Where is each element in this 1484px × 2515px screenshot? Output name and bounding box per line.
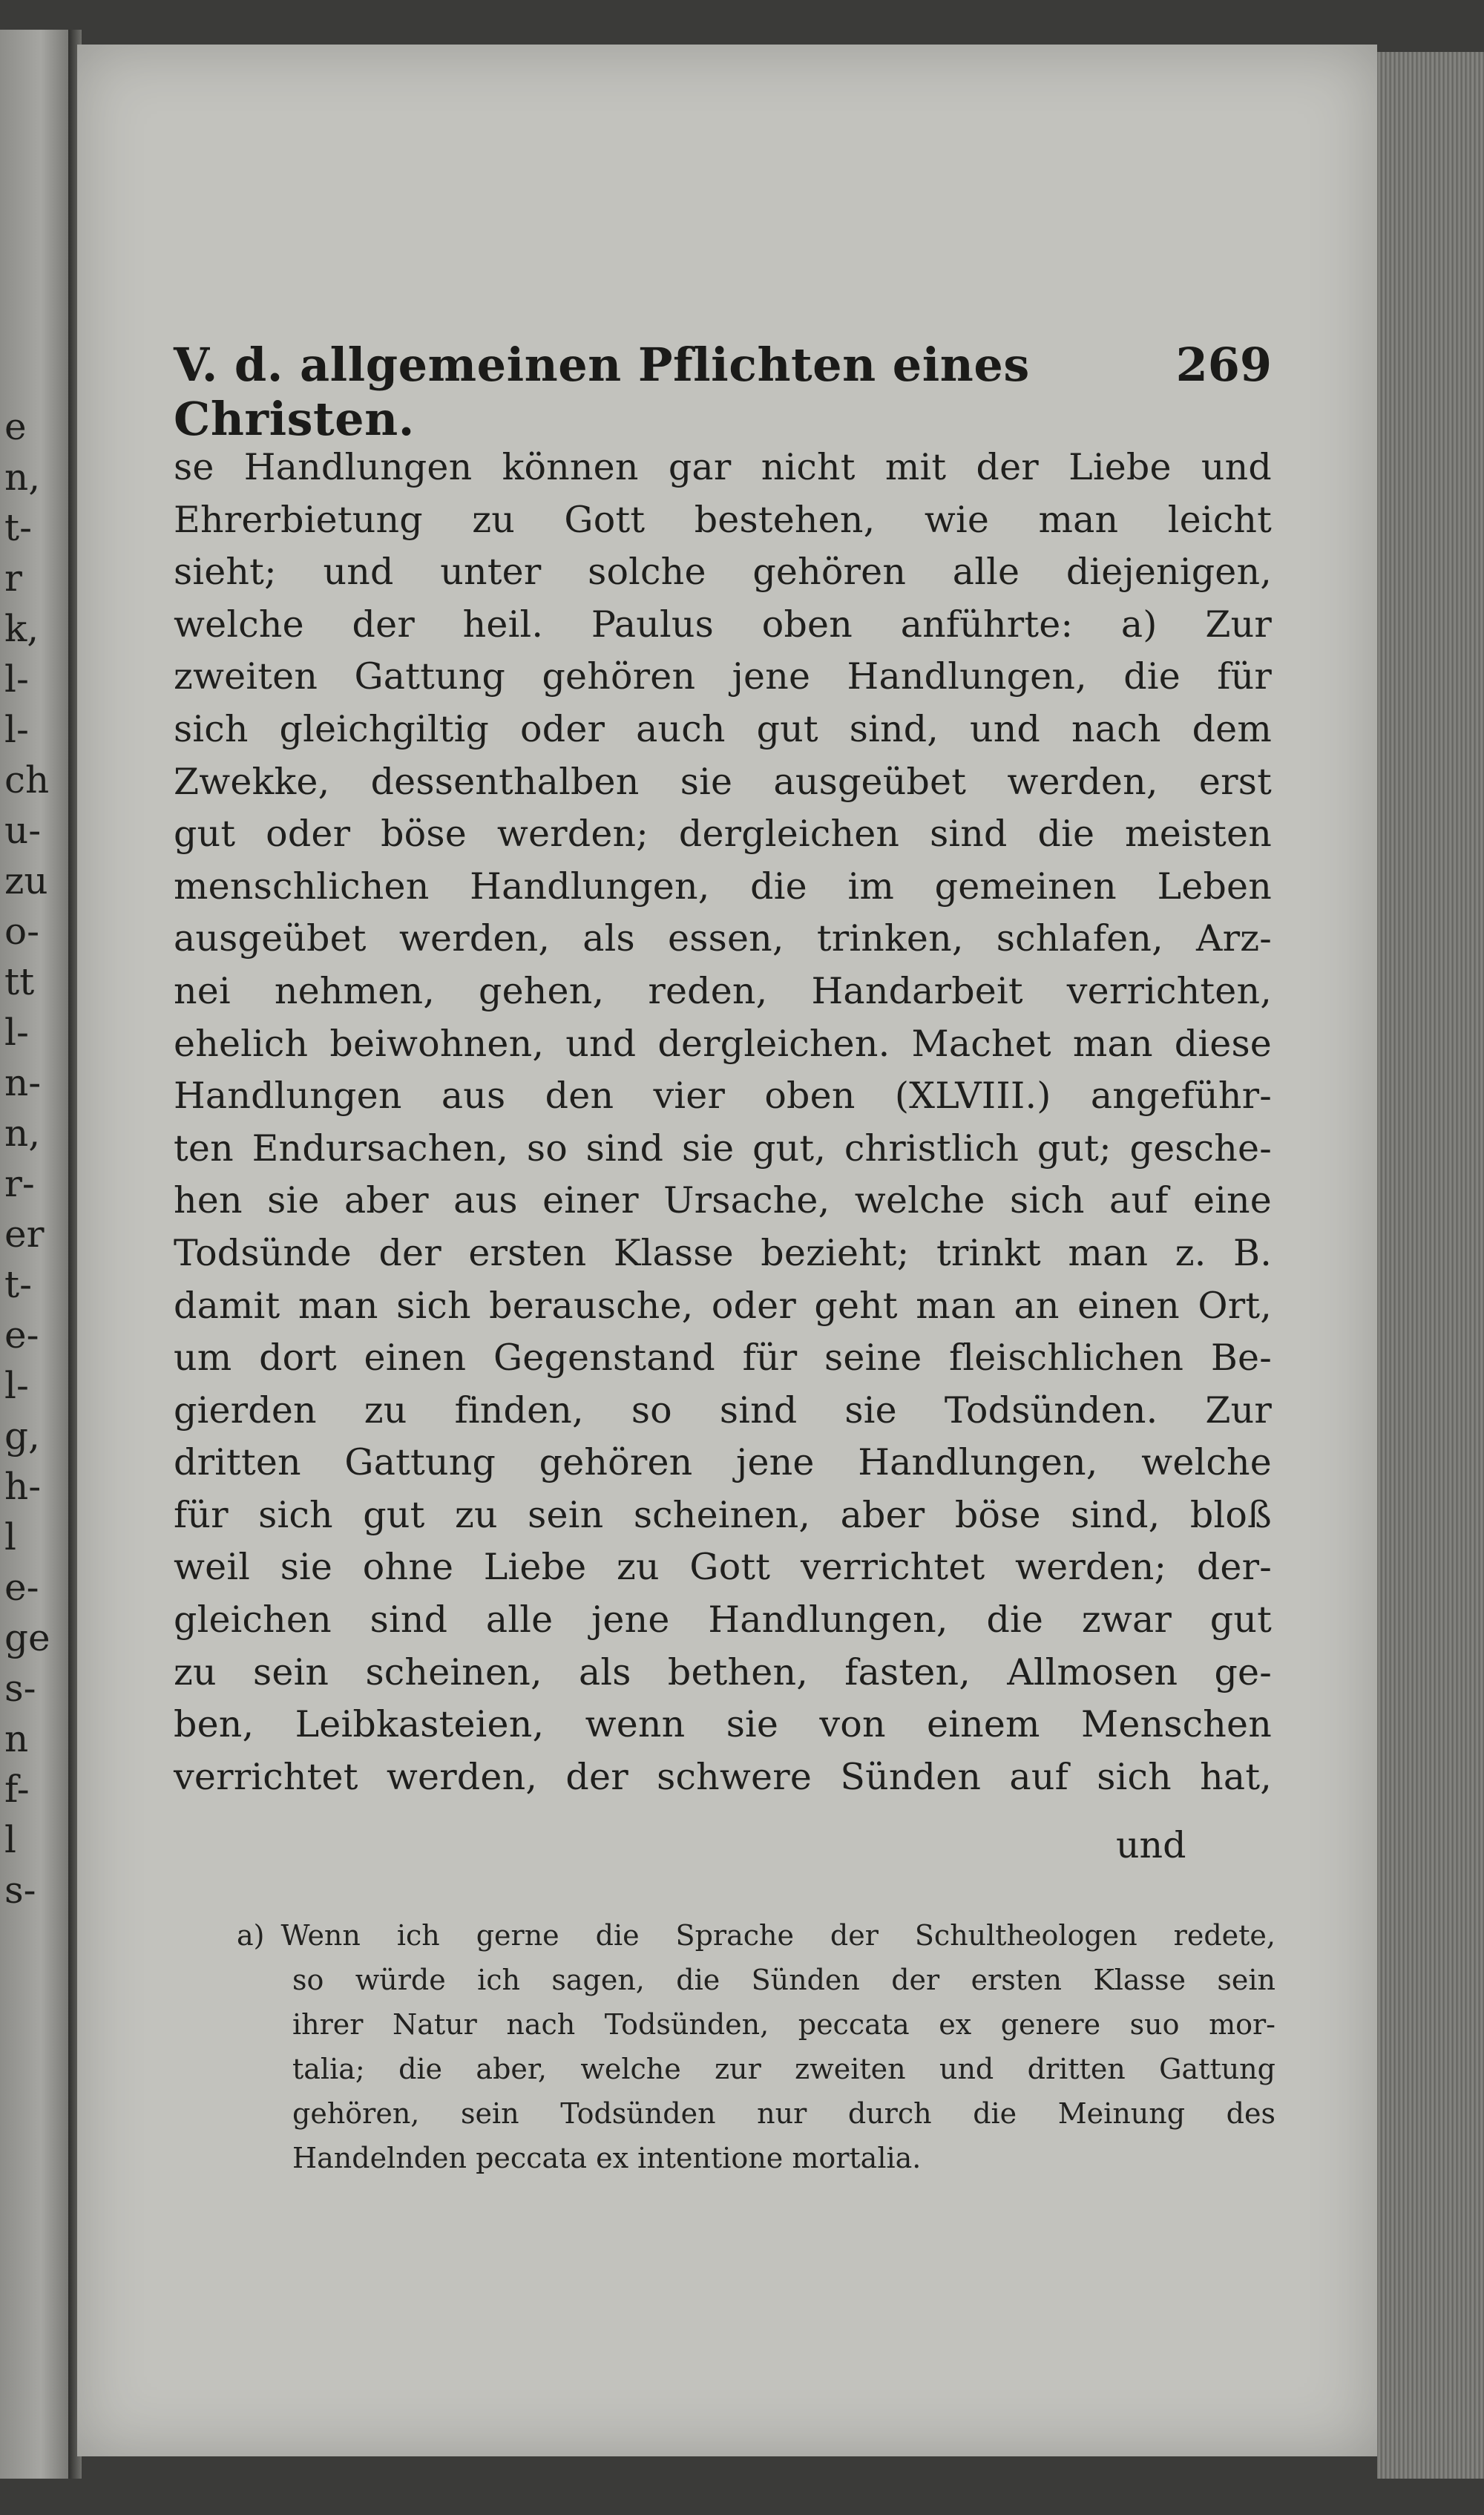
footnote-line: talia; die aber, welche zur zweiten und dritten Gattung (292, 2053, 1275, 2085)
facing-page-text-fragment: t- (4, 506, 32, 549)
facing-page-text-fragment: k, (4, 607, 39, 650)
text-line: zweiten Gattung gehören jene Handlungen, die für (174, 655, 1272, 698)
facing-page-text-fragment: zu (4, 859, 48, 902)
text-line: gierden zu finden, so sind sie Todsünden. Zur (174, 1388, 1272, 1432)
facing-page-text-fragment: e- (4, 1566, 39, 1609)
footnote-marker: a) (237, 1919, 265, 1952)
facing-page-text-fragment: tt (4, 960, 35, 1003)
text-line: zu sein scheinen, als bethen, fasten, Allmosen ge- (174, 1650, 1272, 1693)
footnote (237, 1913, 1275, 2180)
facing-page-text-fragment: ge (4, 1616, 50, 1659)
text-line: gut oder böse werden; dergleichen sind die meisten (174, 813, 1272, 856)
facing-page-text-fragment: r (4, 557, 22, 600)
text-line: ben, Leibkasteien, wenn sie von einem Menschen (174, 1703, 1272, 1746)
catchword: und (1116, 1824, 1186, 1866)
facing-page-text-fragment: h- (4, 1465, 42, 1508)
facing-page-text-fragment: o- (4, 910, 39, 953)
footnote-line (237, 1913, 1275, 1958)
text-line: ten Endursachen, so sind sie gut, christlich gut; gesche- (174, 1127, 1272, 1170)
text-line: nei nehmen, gehen, reden, Handarbeit verrichten, (174, 969, 1272, 1012)
body-text (174, 442, 1272, 1803)
text-line: dritten Gattung gehören jene Handlungen, welche (174, 1441, 1272, 1484)
text-line: sieht; und unter solche gehören alle diejenigen, (174, 551, 1272, 594)
facing-page-text-fragment: s- (4, 1667, 36, 1710)
facing-page-text-fragment: l- (4, 1364, 29, 1407)
text-line: hen sie aber aus einer Ursache, welche sich auf eine (174, 1179, 1272, 1222)
facing-page-fragment (0, 30, 68, 2479)
text-line: Todsünde der ersten Klasse bezieht; trinkt man z. B. (174, 1231, 1272, 1274)
text-line: menschlichen Handlungen, die im gemeinen Leben (174, 865, 1272, 908)
text-line: se Handlungen können gar nicht mit der Liebe und (174, 446, 1272, 488)
text-line: für sich gut zu sein scheinen, aber böse sind, bloß (174, 1493, 1272, 1536)
text-line: gleichen sind alle jene Handlungen, die zwar gut (174, 1598, 1272, 1642)
facing-page-text-fragment: u- (4, 809, 42, 852)
facing-page-text-fragment: g, (4, 1414, 40, 1457)
facing-page-text-fragment: ch (4, 758, 50, 801)
page-number: 269 (1175, 338, 1272, 392)
text-line: verrichtet werden, der schwere Sünden auf sich hat, (174, 1755, 1272, 1798)
footnote-line: Handelnden peccata ex intentione mortalia. (292, 2142, 922, 2174)
facing-page-text-fragment: s- (4, 1869, 36, 1912)
facing-page-text-fragment: n (4, 1717, 29, 1760)
book-page (77, 45, 1377, 2456)
footnote-line: gehören, sein Todsünden nur durch die Meinung des (292, 2097, 1275, 2130)
text-line: damit man sich berausche, oder geht man an einen Ort, (174, 1284, 1272, 1327)
facing-page-text-fragment: n, (4, 1112, 41, 1155)
facing-page-text-fragment: l- (4, 1011, 29, 1054)
text-line: um dort einen Gegenstand für seine fleischlichen Be- (174, 1337, 1272, 1380)
text-line: Ehrerbietung zu Gott bestehen, wie man leicht (174, 498, 1272, 541)
page-edges (1377, 52, 1484, 2479)
text-line: welche der heil. Paulus oben anführte: a) Zur (174, 603, 1272, 646)
facing-page-text-fragment: f- (4, 1768, 30, 1811)
footnote-line: ihrer Natur nach Todsünden, peccata ex genere suo mor- (292, 2008, 1275, 2041)
text-line: sich gleichgiltig oder auch gut sind, und nach dem (174, 707, 1272, 750)
facing-page-text-fragment: n- (4, 1061, 42, 1104)
footnote-line-text: Wenn ich gerne die Sprache der Schultheologen redete, (280, 1919, 1275, 1952)
running-title: V. d. allgemeinen Pflichten eines Christen. (174, 338, 1030, 446)
facing-page-text-fragment: l (4, 1515, 16, 1558)
facing-page-text-fragment: l- (4, 708, 29, 751)
footnote-line: so würde ich sagen, die Sünden der ersten Klasse sein (292, 1964, 1275, 1996)
facing-page-text-fragment: n, (4, 456, 41, 499)
text-line: weil sie ohne Liebe zu Gott verrichtet werden; der- (174, 1546, 1272, 1589)
facing-page-text-fragment: e- (4, 1314, 39, 1357)
facing-page-text-fragment: er (4, 1213, 45, 1256)
facing-page-text-fragment: l- (4, 658, 29, 701)
text-line: ausgeübet werden, als essen, trinken, schlafen, Arz- (174, 917, 1272, 960)
facing-page-text-fragment: r- (4, 1162, 35, 1205)
running-header (174, 338, 1272, 446)
facing-page-text-fragment: l (4, 1818, 16, 1861)
facing-page-text-fragment: e (4, 405, 27, 448)
text-line: Handlungen aus den vier oben (XLVIII.) angeführ- (174, 1075, 1272, 1118)
facing-page-text-fragment: t- (4, 1263, 32, 1306)
text-line: Zwekke, dessenthalben sie ausgeübet werden, erst (174, 760, 1272, 803)
text-line: ehelich beiwohnen, und dergleichen. Machet man diese (174, 1022, 1272, 1065)
